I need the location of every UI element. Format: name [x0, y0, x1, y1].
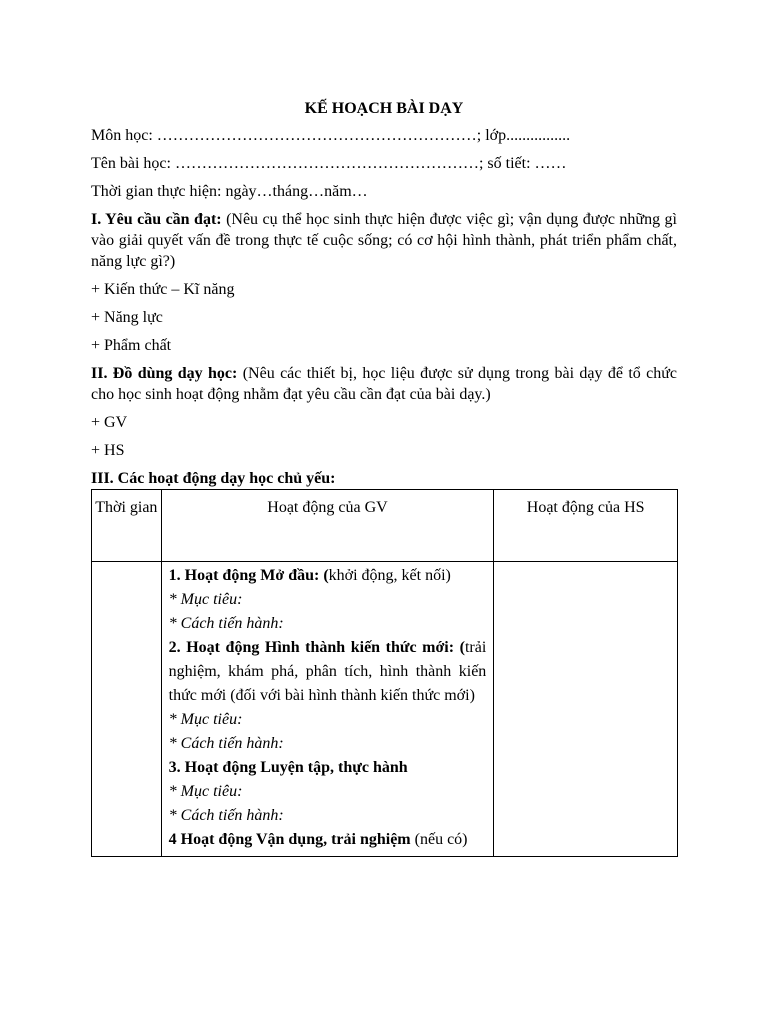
- activity-3-objective: * Mục tiêu:: [168, 783, 243, 800]
- section-1-item-knowledge: + Kiến thức – Kĩ năng: [91, 281, 235, 298]
- activity-1-objective: * Mục tiêu:: [168, 591, 243, 608]
- section-2-heading: II. Đồ dùng dạy học:: [91, 365, 238, 382]
- section-1: [91, 209, 677, 272]
- section-3-heading: III. Các hoạt động dạy học chủ yếu:: [91, 470, 336, 487]
- activity-2-title: 2. Hoạt động Hình thành kiến thức mới: (: [168, 639, 465, 656]
- subject-line: Môn học: ……………………………………………………; lớp................: [91, 127, 571, 144]
- lesson-plan: [91, 98, 677, 857]
- activity-3-title: 3. Hoạt động Luyện tập, thực hành: [168, 759, 408, 776]
- activity-1: [169, 564, 487, 588]
- section-1-item-quality: + Phẩm chất: [91, 337, 172, 354]
- section-2: [91, 363, 677, 405]
- table-row: [92, 562, 678, 857]
- activity-2-objective: * Mục tiêu:: [168, 711, 243, 728]
- table-header-row: [92, 490, 678, 562]
- section-1-item-competence: + Năng lực: [91, 309, 163, 326]
- activity-2-procedure: * Cách tiến hành:: [168, 735, 284, 752]
- header-time: Thời gian: [92, 490, 162, 562]
- activity-4: [169, 828, 487, 852]
- header-student-activity: Hoạt động của HS: [494, 490, 678, 562]
- activity-3-procedure: * Cách tiến hành:: [168, 807, 284, 824]
- section-1-text: (Nêu cụ thể học sinh thực hiện được việc gì; vận dụng được những gì vào giải quyết vấn đề trong thực tế cuộc sống; có cơ hội hình thành, phát triển phẩm chất, năng lực gì?): [91, 211, 677, 270]
- section-1-heading: I. Yêu cầu cần đạt:: [91, 211, 222, 228]
- cell-student-activity: [494, 562, 678, 857]
- header-teacher-activity: Hoạt động của GV: [161, 490, 494, 562]
- activity-1-procedure: * Cách tiến hành:: [168, 615, 284, 632]
- activities-table: [91, 489, 678, 857]
- section-2-item-teacher: + GV: [91, 414, 128, 431]
- section-2-text: (Nêu các thiết bị, học liệu được sử dụng trong bài dạy để tổ chức cho học sinh hoạt động nhằm đạt yêu cầu cần đạt của bài dạy.): [91, 365, 677, 403]
- section-2-item-student: + HS: [91, 442, 125, 459]
- cell-teacher-activity: [161, 562, 494, 857]
- activity-2: [169, 636, 487, 708]
- cell-time: [92, 562, 162, 857]
- activity-4-title: 4 Hoạt động Vận dụng, trải nghiệm: [168, 831, 411, 848]
- activity-1-desc: khởi động, kết nối): [328, 567, 451, 584]
- activity-2-desc: trải nghiệm, khám phá, phân tích, hình thành kiến thức mới (đối với bài hình thành kiến thức mới): [168, 639, 487, 704]
- lesson-name-line: Tên bài học: …………………………………………………; số tiết: ……: [91, 155, 567, 172]
- document-title: KẾ HOẠCH BÀI DẠY: [304, 100, 464, 117]
- activity-4-desc: (nếu có): [410, 831, 468, 848]
- activity-1-title: 1. Hoạt động Mở đầu: (: [168, 567, 329, 584]
- schedule-line: Thời gian thực hiện: ngày…tháng…năm…: [91, 183, 368, 200]
